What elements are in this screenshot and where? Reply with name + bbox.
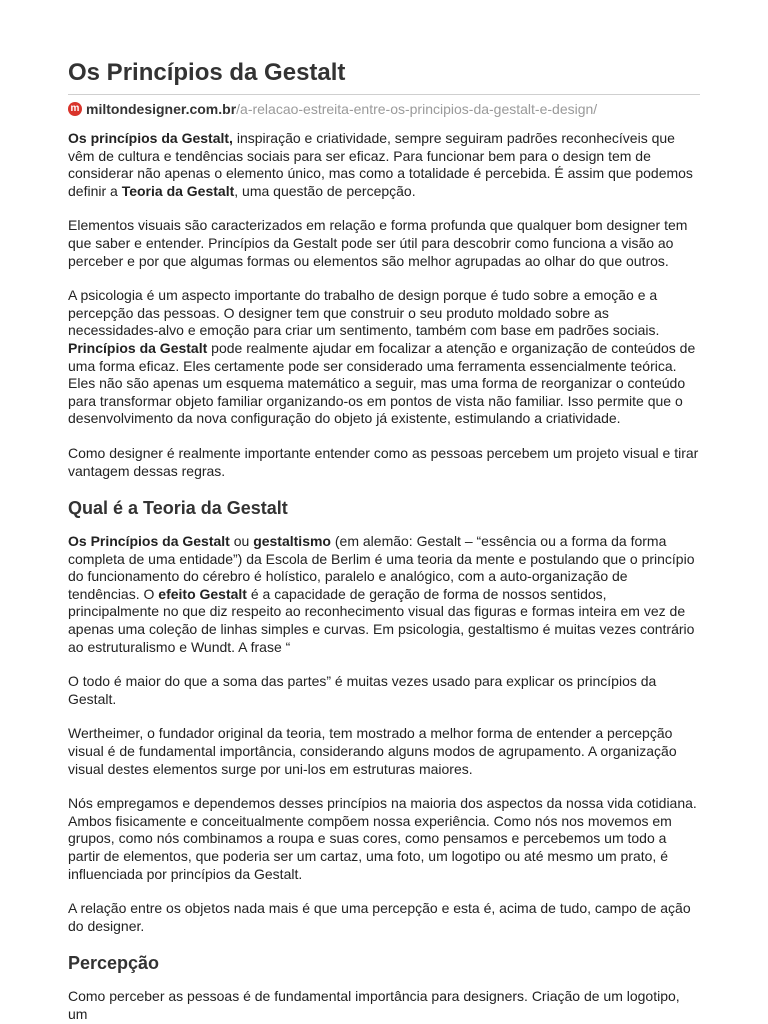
section-heading-perception: Percepção [68, 953, 160, 974]
paragraph-5 [68, 533, 700, 656]
paragraph-2: Elementos visuais são caracterizados em relação e forma profunda que qualquer bom designer tem que saber e entender. Princípios da Gestalt pode ser útil para descobrir como funciona a visão ao perceber e por que algumas formas ou elementos são melhor agrupadas ao olhar do que outros. [68, 217, 688, 269]
paragraph-4: Como designer é realmente importante entender como as pessoas percebem um projeto visual e tirar vantagem dessas regras. [68, 444, 699, 479]
site-logo-icon: m [68, 102, 82, 116]
paragraph-7: Wertheimer, o fundador original da teoria, tem mostrado a melhor forma de entender a percepção visual é de fundamental importância, considerando alguns modos de agrupamento. A organização visual destes elementos surge por uni-los em estruturas maiores. [68, 725, 677, 777]
bold-text: Teoria da Gestalt [121, 182, 235, 199]
paragraph-3 [68, 287, 700, 428]
source-line [68, 94, 700, 118]
source-path[interactable]: /a-relacao-estreita-entre-os-principios-da-gestalt-e-design/ [236, 101, 598, 117]
bold-text: efeito Gestalt [158, 585, 247, 602]
bold-text: Os princípios da Gestalt, [68, 130, 233, 146]
source-domain[interactable]: miltondesigner.com.br [86, 101, 237, 117]
article-body [68, 130, 700, 1024]
text-span: pode realmente ajudar em focalizar a atenção e organização de conteúdos de uma forma eficaz. Eles certamente pode ser considerado uma ferramenta essencialmente teórica. Eles não são apenas um esquema matemático a seguir, mas uma forma de reorganizar o conteúdo para transformar objeto familiar organizando-os em pontos de vista não familiar. Isso permite que o desenvolvimento da nova configuração do objeto já existente, estimulando a criatividade. [68, 339, 696, 427]
text-span: , uma questão de percepção. [234, 182, 416, 199]
paragraph-1 [68, 130, 700, 200]
section-heading-theory: Qual é a Teoria da Gestalt [68, 498, 288, 519]
paragraph-9: A relação entre os objetos nada mais é que uma percepção e esta é, acima de tudo, campo de ação do designer. [68, 900, 691, 934]
text-span: inspiração e criatividade, sempre seguiram padrões reconhecíveis que vêm de cultura e tendências sociais para ser eficaz. Para funcionar bem para o design tem de considerar não apenas o elemento único, mas como a totalidade é percebida. É assim que podemos definir a [68, 130, 693, 199]
bold-text: Princípios da Gestalt [68, 339, 208, 356]
paragraph-10: Como perceber as pessoas é de fundamental importância para designers. Criação de um logotipo, um [68, 988, 680, 1022]
text-span: ou [229, 533, 254, 550]
text-span: (em alemão: Gestalt – “essência ou a forma da forma completa de uma entidade”) da Escola de Berlim é uma teoria da mente e postulando que o princípio do funcionamento do cérebro é holístico, paralelo e analógico, com a auto-organização de tendências. O [68, 533, 695, 602]
text-span: A psicologia é um aspecto importante do trabalho de design porque é tudo sobre a emoção e a percepção das pessoas. O designer tem que construir o seu produto moldado sobre as necessidades-alvo e emoção para criar um sentimento, também com base em padrões sociais. [68, 287, 660, 339]
bold-text: gestaltismo [253, 533, 331, 550]
paragraph-6: O todo é maior do que a soma das partes” é muitas vezes usado para explicar os princípios da Gestalt. [68, 673, 657, 707]
paragraph-8: Nós empregamos e dependemos desses princípios na maioria dos aspectos da nossa vida cotidiana. Ambos fisicamente e conceitualmente compõem nossa experiência. Como nós nos movemos em grupos, como nós combinamos a roupa e suas cores, como pensamos e percebemos um todo a partir de elementos, que poderia ser um cartaz, uma foto, um logotipo ou até mesmo um prato, é influenciada por princípios da Gestalt. [68, 795, 697, 882]
page-title: Os Princípios da Gestalt [68, 59, 346, 86]
text-span: é a capacidade de geração de forma de nossos sentidos, principalmente no que diz respeito ao reconhecimento visual das figuras e formas inteira em vez de apenas uma coleção de linhas simples e curvas. Em psicologia, gestaltismo é muitas vezes contrário ao estruturalismo e Wundt. A frase “ [68, 585, 695, 655]
bold-text: Os Princípios da Gestalt [68, 533, 230, 550]
